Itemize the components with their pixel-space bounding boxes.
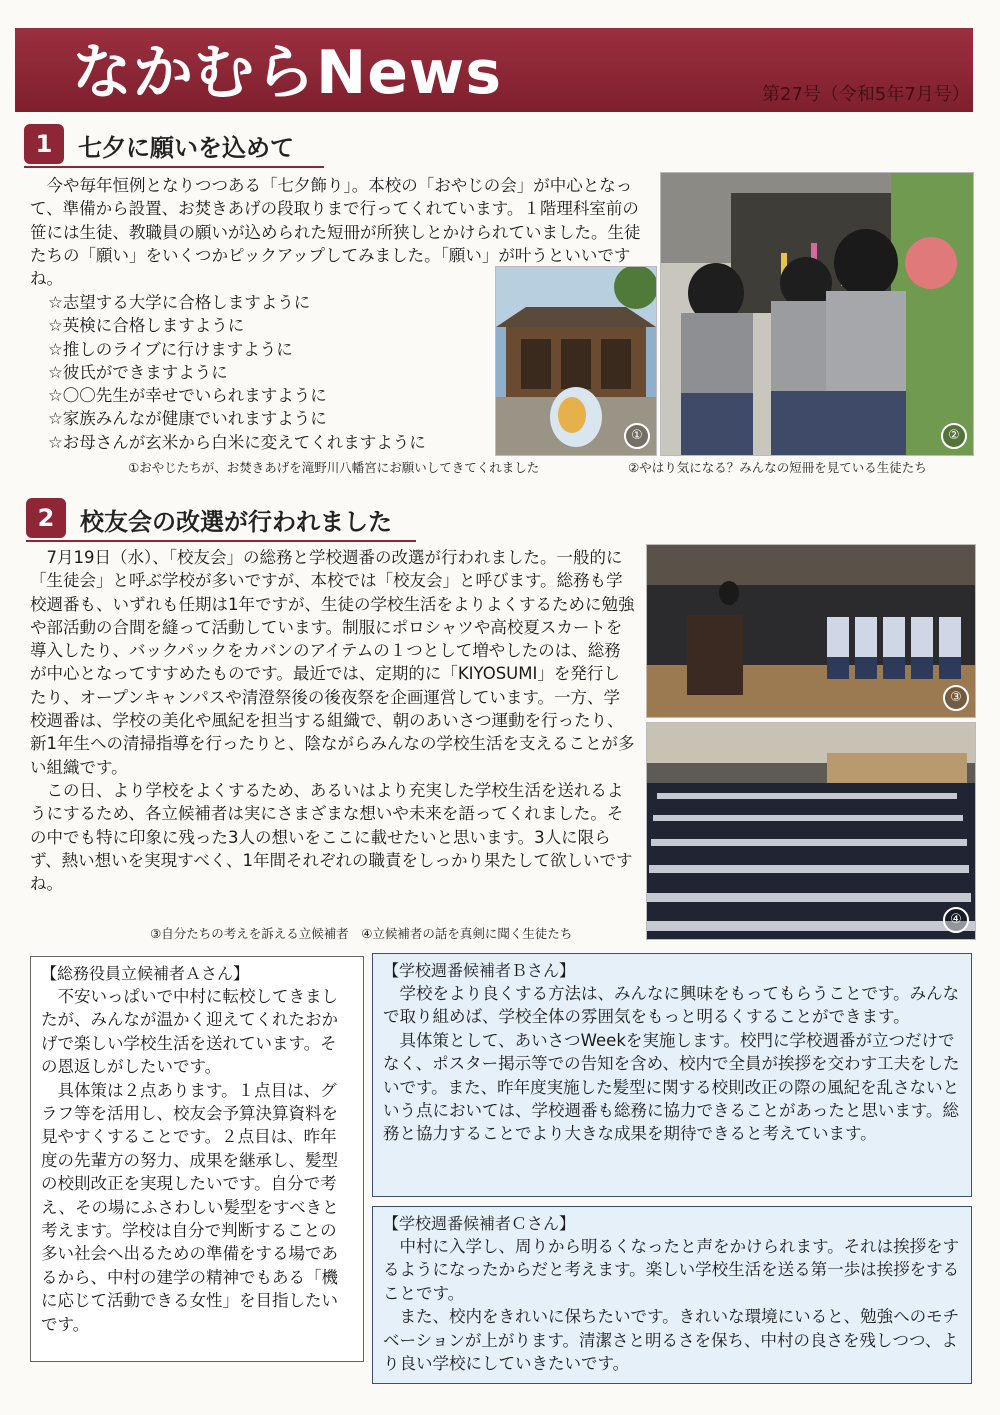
photo1-badge: ① [624,423,650,449]
wish-item: ☆彼氏ができますように [48,362,228,382]
candidate-c-paragraph-2: また、校内をきれいに保ちたいです。きれいな環境にいると、勉強へのモチベーションが上がります。清潔さと明るさを保ち、中村の良さを残しつつ、より良い学校にしていきたいです。 [383,1307,960,1374]
wish-item: ☆推しのライブに行けますように [48,339,293,359]
candidate-b-box [372,953,972,1197]
audience-photo [646,722,976,940]
candidate-b-paragraph-2: 具体策として、あいさつWeekを実施します。校門に学校週番が立つだけでなく、ポスター掲示等での告知を含め、校内で全員が挨拶を交わす工夫をしたいです。また、昨年度実施した髪型に関する校則改正の際の風紀を乱さないという点においては、学校週番も総務に協力できることがあったと思います。総務と協力することでより大きな成果を期待できると考えています。 [383,1030,960,1144]
wish-list [32,291,502,454]
section2-underline [26,540,416,542]
wish-item: ☆英検に合格しますように [48,316,245,336]
tanabata-illustration [661,173,973,455]
section2-paragraph-1: 7月19日（水）、「校友会」の総務と学校週番の改選が行われました。一般的に「生徒会」と呼ぶ学校が多いですが、本校では「校友会」と呼びます。総務も学校週番も、いずれも任期は1年ですが、生徒の学校生活をよりよくするために勉強や部活動の合間を縫って活動しています。制服にポロシャツや高校夏スカートを導入したり、バックパックをカバンのアイテムの１つとして増やしたのは、総務が中心となってすすめたものです。最近では、定期的に「KIYOSUMI」を発行したり、オープンキャンパスや清澄祭後の後夜祭を企画運営しています。一方、学校週番は、学校の美化や風紀を担当する組織で、朝のあいさつ運動を行ったり、新1年生への清掃指導を行ったりと、陰ながらみんなの学校生活を支えることが多い組織です。 [30,548,635,777]
newsletter-title: なかむらNews [72,38,503,108]
candidate-b-heading: 【学校週番候補者Ｂさん】 [383,961,576,980]
shrine-photo [495,266,657,456]
wish-item: ☆志望する大学に合格しますように [48,293,311,312]
candidate-c-paragraph-1: 中村に入学し、周りから明るくなったと声をかけられます。それは挨拶をするようになったからだと考えます。楽しい学校生活を送る第一歩は挨拶をすることです。 [383,1237,960,1303]
wish-item: ☆〇〇先生が幸せでいられますように [48,386,327,406]
photo2-badge: ② [941,423,967,449]
section2-body [30,546,636,895]
photo2-caption: ②やはり気になる？みんなの短冊を見ている生徒たち [628,460,927,475]
candidate-b-paragraph-1: 学校をより良くする方法は、みんなに興味をもってもらうことです。みんなで取り組めば、学校全体の雰囲気をもっと明るくすることができます。 [383,984,960,1027]
wish-item: ☆お母さんが玄米から白米に変えてくれますように [48,432,426,452]
section1-title: 七夕に願いを込めて [78,134,294,162]
section2-number: 2 [26,498,66,538]
candidate-c-heading: 【学校週番候補者Ｃさん】 [383,1214,576,1233]
section1-paragraph: 今や毎年恒例となりつつある「七夕飾り」。本校の「おやじの会」が中心となって、準備から設置、お焚きあげの段取りまで行ってくれています。１階理科室前の笹には生徒、教職員の願いが込められた短冊が所狭しとかけられていました。生徒たちの「願い」をいくつかピックアップしてみました。「願い」が叶うといいですね。 [30,176,641,289]
tanabata-photo [660,172,974,456]
candidate-speech-photo [646,544,976,718]
photo3-badge: ③ [943,685,969,711]
candidate-a-heading: 【総務役員立候補者Ａさん】 [41,964,250,983]
candidate-a-box [30,956,364,1362]
candidate-a-paragraph-1: 不安いっぱいで中村に転校してきましたが、みんなが温かく迎えてくれたおかげで楽しい学校生活を送れています。その恩返しがしたいです。 [41,987,338,1077]
section2-title: 校友会の改選が行われました [80,508,392,536]
candidate-c-box [372,1206,972,1384]
photo4-badge: ④ [943,907,969,933]
section1-underline [24,166,324,168]
speech-illustration [647,545,975,717]
section1-number: 1 [24,124,64,164]
audience-illustration [647,723,975,939]
issue-number: 第27号（令和5年7月号） [762,84,970,105]
section2-paragraph-2: この日、より学校をよくするため、あるいはより充実した学校生活を送れるようにするため、各立候補者は実にさまざまな想いや未来を語ってくれました。その中でも特に印象に残った3人の想いをここに載せたいと思います。3人に限らず、熱い想いを実現すべく、1年間それぞれの職責をしっかり果たして欲しいですね。 [30,780,633,894]
section2-caption: ③自分たちの考えを訴える立候補者 ④立候補者の話を真剣に聞く生徒たち [150,926,573,941]
candidate-a-paragraph-2: 具体策は２点あります。１点目は、グラフ等を活用し、校友会予算決算資料を見やすくすることです。２点目は、昨年度の先輩方の努力、成果を継承し、髪型の校則改正を実現したいです。自分で考え、その場にふさわしい髪型をすべきと考えます。学校は自分で判断することの多い社会へ出るための準備をする場であるから、中村の建学の精神でもある「機に応じて活動できる女性」を目指したいです。 [41,1080,339,1334]
photo1-caption: ①おやじたちが、お焚きあげを滝野川八幡宮にお願いしてきてくれました [128,460,540,475]
wish-item: ☆家族みんなが健康でいれますように [48,409,327,429]
